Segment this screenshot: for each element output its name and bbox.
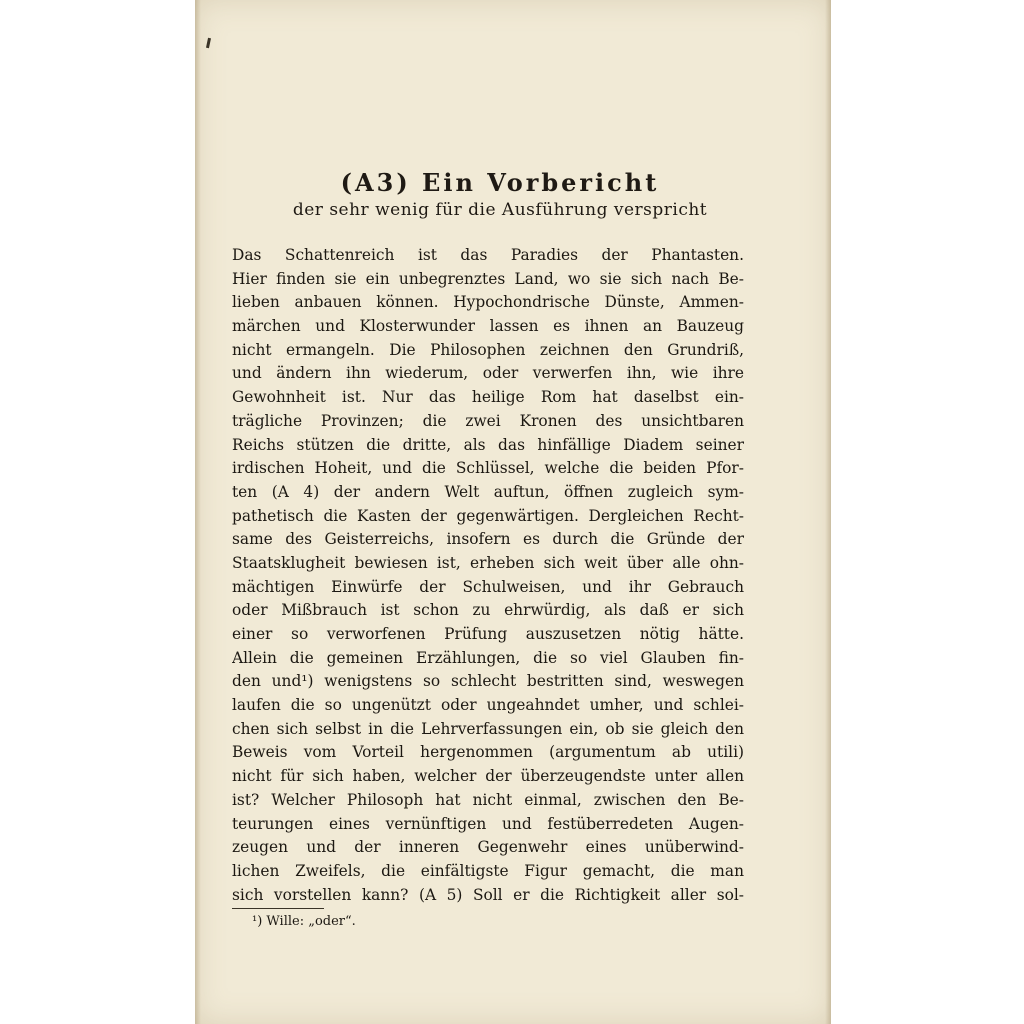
body-text xyxy=(232,244,744,907)
text-line: Allein die gemeinen Erzählungen, die so viel Glauben fin- xyxy=(232,648,744,667)
footnote: ¹) Wille: „oder“. xyxy=(252,914,356,929)
text-line: irdischen Hoheit, und die Schlüssel, welche die beiden Pfor- xyxy=(232,459,744,478)
text-line: nicht ermangeln. Die Philosophen zeichnen den Grundriß, xyxy=(232,340,744,359)
section-title: (A3) Ein Vorbericht xyxy=(340,168,660,197)
text-line: nicht für sich haben, welcher der überzeugendste unter allen xyxy=(232,767,744,786)
text-line: Reichs stützen die dritte, als das hinfällige Diadem seiner xyxy=(232,435,744,454)
text-line: mächtigen Einwürfe der Schulweisen, und ihr Gebrauch xyxy=(232,577,744,596)
text-line: sich vorstellen kann? (A 5) Soll er die Richtigkeit aller sol- xyxy=(232,885,744,904)
text-line: Hier finden sie ein unbegrenztes Land, wo sie sich nach Be- xyxy=(232,269,744,288)
page-shadow-right xyxy=(825,0,831,1024)
text-line: lichen Zweifels, die einfältigste Figur gemacht, die man xyxy=(232,861,744,880)
page-shadow-left xyxy=(195,0,201,1024)
text-line: Beweis vom Vorteil hergenommen (argumentum ab utili) xyxy=(232,743,744,762)
text-line: chen sich selbst in die Lehrverfassungen ein, ob sie gleich den xyxy=(232,719,744,738)
text-line: pathetisch die Kasten der gegenwärtigen. Dergleichen Recht- xyxy=(232,506,744,525)
text-line: oder Mißbrauch ist schon zu ehrwürdig, als daß er sich xyxy=(232,601,744,620)
text-line: den und¹) wenigstens so schlecht bestritten sind, weswegen xyxy=(232,672,744,691)
footnote-divider xyxy=(232,908,324,909)
text-line: trägliche Provinzen; die zwei Kronen des unsichtbaren xyxy=(232,411,744,430)
text-line: und ändern ihn wiederum, oder verwerfen ihn, wie ihre xyxy=(232,364,744,383)
text-line: Gewohnheit ist. Nur das heilige Rom hat daselbst ein- xyxy=(232,388,744,407)
text-line: zeugen und der inneren Gegenwehr eines unüberwind- xyxy=(232,838,744,857)
text-line: teurungen eines vernünftigen und festüberredeten Augen- xyxy=(232,814,744,833)
text-line: einer so verworfenen Prüfung auszusetzen nötig hätte. xyxy=(232,625,744,643)
section-subtitle: der sehr wenig für die Ausführung verspricht xyxy=(292,200,708,220)
text-line: ten (A 4) der andern Welt auftun, öffnen zugleich sym- xyxy=(232,482,744,501)
text-line: Das Schattenreich ist das Paradies der Phantasten. xyxy=(232,246,744,264)
text-line: laufen die so ungenützt oder ungeahndet umher, und schlei- xyxy=(232,696,744,715)
text-line: ist? Welcher Philosoph hat nicht einmal, zwischen den Be- xyxy=(232,790,744,809)
text-line: Staatsklugheit bewiesen ist, erheben sich weit über alle ohn- xyxy=(232,553,744,572)
text-line: same des Geisterreichs, insofern es durch die Gründe der xyxy=(232,530,744,549)
text-line: lieben anbauen können. Hypochondrische Dünste, Ammen- xyxy=(232,293,744,312)
text-line: märchen und Klosterwunder lassen es ihnen an Bauzeug xyxy=(232,317,744,336)
